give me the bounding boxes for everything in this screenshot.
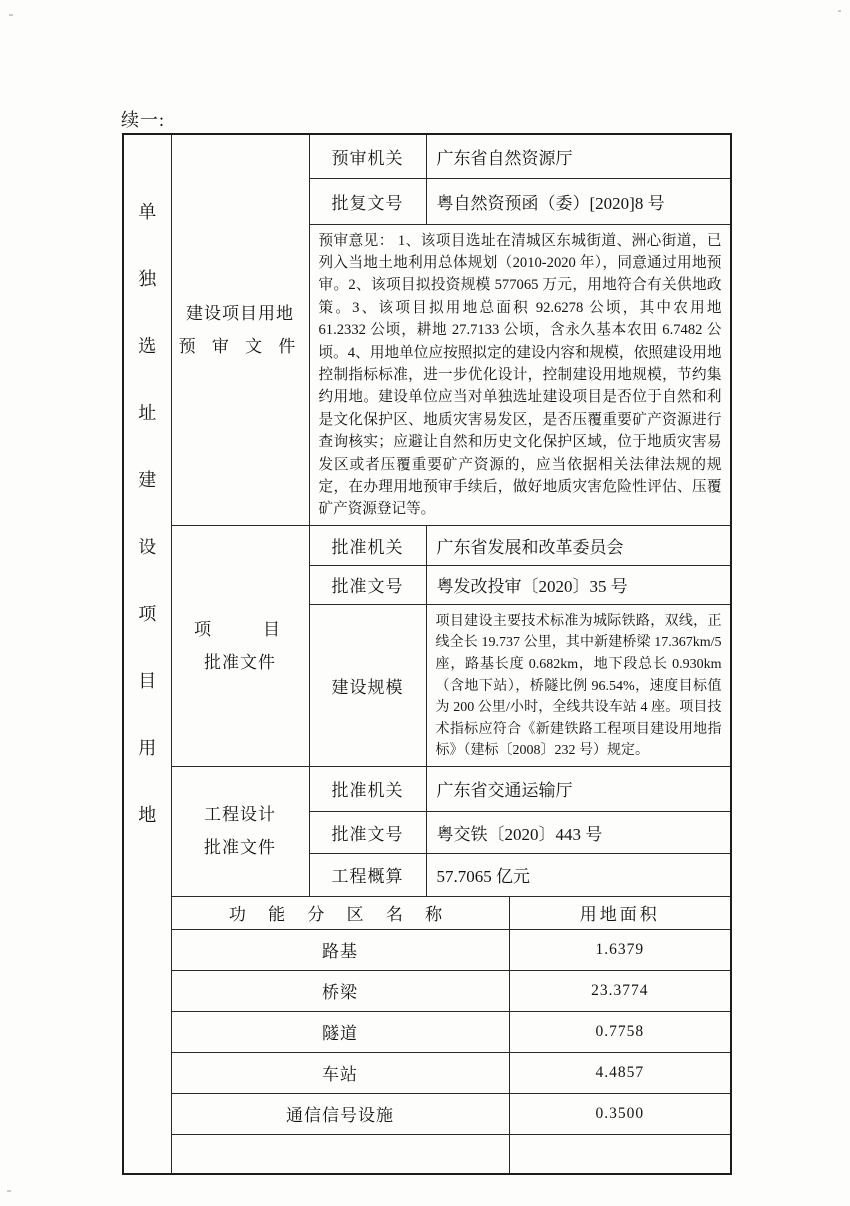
zones-area-header: 用地面积: [509, 896, 731, 929]
zone-row-roadbed: [123, 929, 731, 970]
preaudit-doc-no-value: 粤自然资预函（委）[2020]8 号: [426, 178, 731, 224]
design-approval-agency-label: 批准机关: [309, 766, 426, 811]
preaudit-agency-value: 广东省自然资源厅: [426, 134, 731, 178]
project-approval-agency-value: 广东省发展和改革委员会: [426, 525, 731, 565]
zone-row-station: [123, 1052, 731, 1093]
scan-artifact: [7, 1190, 11, 1192]
section-project-approval: 项 目 批准文件: [171, 525, 309, 766]
zone-name: 通信信号设施: [171, 1093, 509, 1134]
zones-name-header: 功 能 分 区 名 称: [171, 896, 509, 929]
zone-area: 0.3500: [509, 1093, 731, 1134]
zone-name: 隧道: [171, 1011, 509, 1052]
vertical-row-header: [123, 134, 171, 1174]
design-approval-doc-no-value: 粤交铁〔2020〕443 号: [426, 811, 731, 853]
land-approval-table: [122, 133, 732, 1175]
zone-area: 23.3774: [509, 970, 731, 1011]
project-approval-agency-label: 批准机关: [309, 525, 426, 565]
zone-name: 桥梁: [171, 970, 509, 1011]
scan-artifact: [9, 14, 13, 16]
project-approval-doc-no-value: 粤发改投审〔2020〕35 号: [426, 565, 731, 604]
project-approval-doc-no-label: 批准文号: [309, 565, 426, 604]
zone-row-signal-facilities: [123, 1093, 731, 1134]
project-budget-label: 工程概算: [309, 853, 426, 896]
zone-area: [509, 1134, 731, 1174]
zone-name: 车站: [171, 1052, 509, 1093]
construction-scale-cell: [426, 604, 731, 766]
vertical-title: 单 独 选 址 建 设 项 目 用 地: [138, 202, 157, 825]
section-design-approval: 工程设计 批准文件: [171, 766, 309, 896]
design-approval-agency-value: 广东省交通运输厅: [426, 766, 731, 811]
design-approval-doc-no-label: 批准文号: [309, 811, 426, 853]
zone-area: 4.4857: [509, 1052, 731, 1093]
zone-row-tunnel: [123, 1011, 731, 1052]
construction-scale-label: 建设规模: [309, 604, 426, 766]
construction-scale-text: 项目建设主要技术标准为城际铁路，双线，正线全长 19.737 公里，其中新建桥梁 17.367km/5 座，路基长度 0.682km，地下段总长 0.930km（含地下站），桥隧比例 96.54%，速度目标值为 200 公里/小时，全线共设车站 4 座。项目技术指标应符合《新建铁路工程项目建设用地指标》（建标〔2008〕232 号）规定。: [435, 613, 722, 759]
zone-area: 0.7758: [509, 1011, 731, 1052]
zone-name: 路基: [171, 929, 509, 970]
zone-name: [171, 1134, 509, 1174]
preaudit-opinion-text: 预审意见： 1、该项目选址在清城区东城街道、洲心街道，已列入当地土地利用总体规划（2010-2020 年），同意通过用地预审。2、该项目拟投资规模 577065 万元，用地符合有关供地政策。3、该项目拟用地总面积 92.6278 公顷，其中农用地 61.2332 公顷，耕地 27.7133 公顷，含永久基本农田 6.7482 公顷。4、用地单位应按照拟定的建设内容和规模，依照建设用地控制指标标准，进一步优化设计，控制建设用地规模，节约集约用地。建设单位应当对单独选址建设项目是否位于自然和利是文化保护区、地质灾害易发区，是否压覆重要矿产资源进行查询核实；应避让自然和历史文化保护区域，位于地质灾害易发区或者压覆重要矿产资源的，应当依据相关法律法规的规定，在办理用地预审手续后，做好地质灾害危险性评估、压覆矿产资源登记等。: [318, 232, 722, 518]
preaudit-opinion-cell: [309, 224, 731, 525]
project-budget-value: 57.7065 亿元: [426, 853, 731, 896]
preaudit-agency-label: 预审机关: [309, 134, 426, 178]
zone-area: 1.6379: [509, 929, 731, 970]
zone-row-bridge: [123, 970, 731, 1011]
scan-artifact: [838, 10, 841, 12]
section-preaudit-documents: 建设项目用地 预 审 文 件: [171, 134, 309, 525]
continuation-label: 续一:: [121, 110, 166, 130]
preaudit-doc-no-label: 批复文号: [309, 178, 426, 224]
zone-row-empty: [123, 1134, 731, 1174]
